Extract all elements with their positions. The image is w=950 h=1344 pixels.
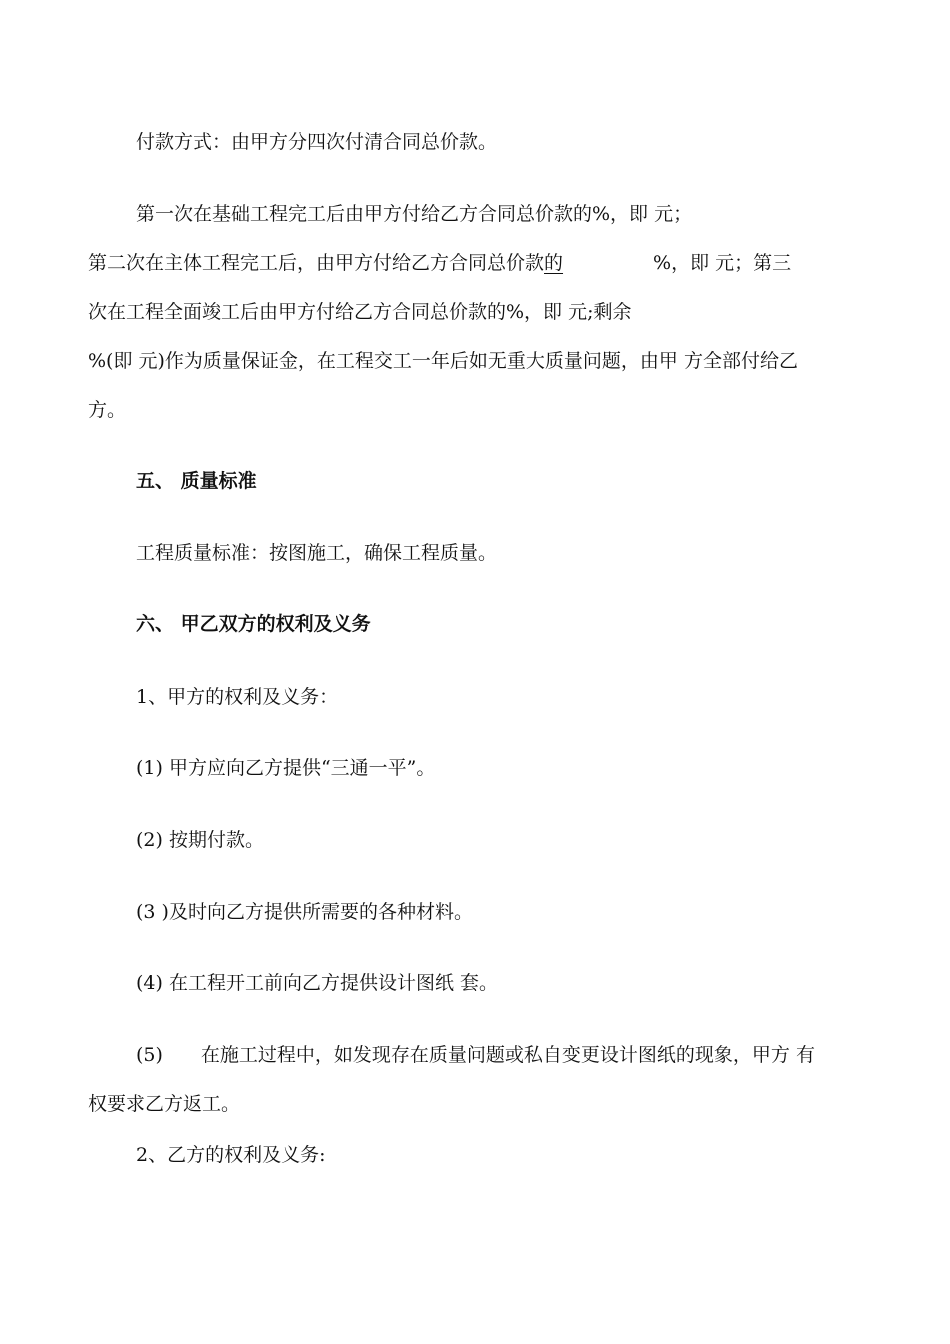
party-a-item-2: (2) 按期付款。 xyxy=(136,829,264,851)
party-a-item-5-continuation: 权要求乙方返工。 xyxy=(88,1093,241,1115)
payment-second-rest: %，即 元；第三 xyxy=(653,252,792,274)
payment-second xyxy=(88,249,791,277)
payment-method: 付款方式：由甲方分四次付清合同总价款。 xyxy=(136,131,498,153)
payment-third: 次在工程全面竣工后由甲方付给乙方合同总价款的%，即 元;剩余 xyxy=(88,301,632,323)
party-b-title: 2、乙方的权利及义务: xyxy=(136,1144,326,1166)
payment-first: 第一次在基础工程完工后由甲方付给乙方合同总价款的%，即 元； xyxy=(136,203,693,225)
item-5-text: 在施工过程中，如发现存在质量问题或私自变更设计图纸的现象，甲方 有 xyxy=(200,1044,815,1066)
party-a-item-3: (3 )及时向乙方提供所需要的各种材料。 xyxy=(136,901,473,923)
payment-second-text: 第二次在主体工程完工后，由甲方付给乙方合同总价款 xyxy=(88,252,545,274)
payment-remain-end: 方。 xyxy=(88,399,127,421)
item-5-number: (5) xyxy=(136,1044,163,1066)
party-a-item-1: (1) 甲方应向乙方提供“三通一平”。 xyxy=(136,757,436,779)
section5-heading: 五、 质量标准 xyxy=(136,470,257,492)
party-a-item-4: (4) 在工程开工前向乙方提供设计图纸 套。 xyxy=(136,972,498,994)
payment-remain: %(即 元)作为质量保证金，在工程交工一年后如无重大质量问题，由甲 方全部付给乙 xyxy=(88,350,798,372)
section5-text: 工程质量标准：按图施工，确保工程质量。 xyxy=(136,542,498,564)
payment-second-underlined: 的 xyxy=(544,252,564,274)
party-a-item-5 xyxy=(136,1041,815,1069)
section6-heading: 六、 甲乙双方的权利及义务 xyxy=(136,613,371,635)
party-a-title: 1、甲方的权利及义务： xyxy=(136,686,339,708)
